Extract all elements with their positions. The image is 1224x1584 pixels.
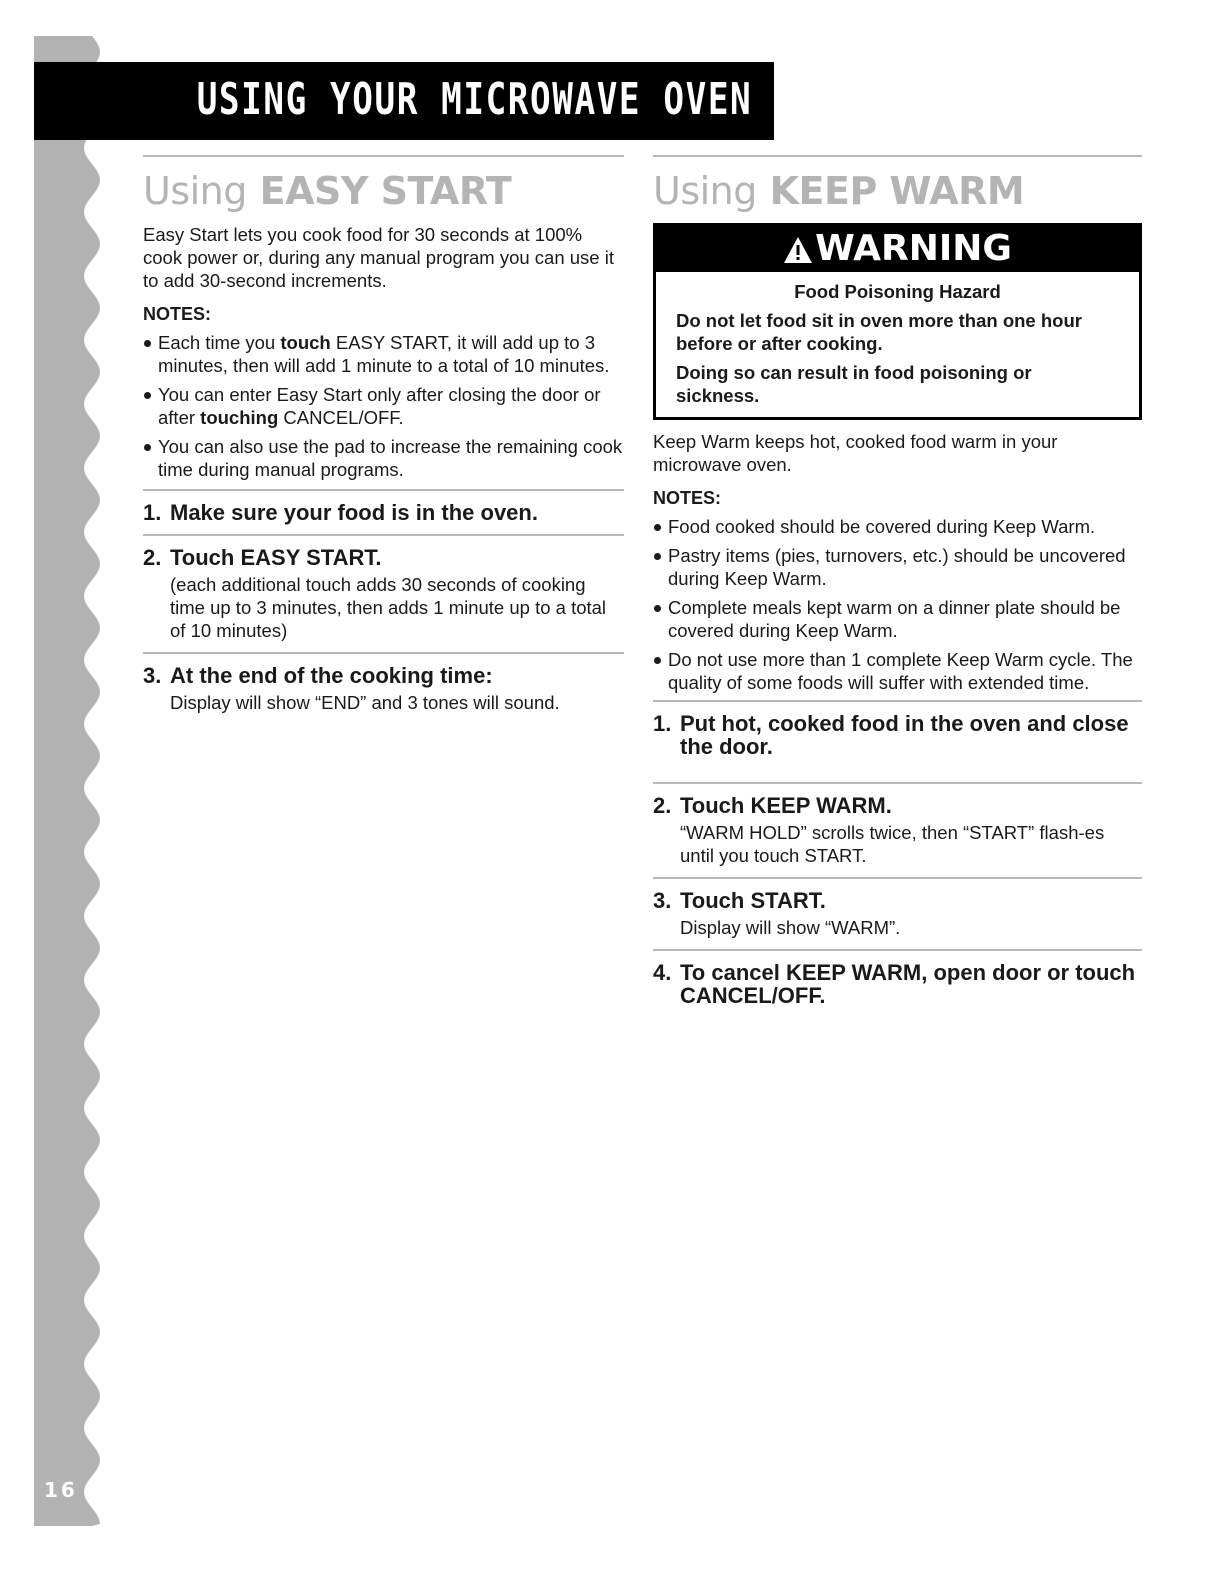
step-heading: Put hot, cooked food in the oven and close the door. — [680, 711, 1129, 759]
keep-warm-section — [653, 155, 1142, 1017]
note-item: Do not use more than 1 complete Keep Warm cycle. The quality of some foods will suffer with extended time. — [653, 648, 1142, 694]
section-title-main: KEEP WARM — [769, 169, 1025, 213]
warning-box — [653, 223, 1142, 420]
step-item — [653, 951, 1142, 1017]
step-number: 2. — [143, 545, 162, 570]
step-item — [143, 491, 624, 534]
step-heading: Touch START. — [680, 888, 826, 913]
step-number: 1. — [143, 500, 162, 525]
step-body: (each additional touch adds 30 seconds of cooking time up to 3 minutes, then adds 1 minute up to a total of 10 minutes) — [170, 574, 607, 641]
step-heading: At the end of the cooking time: — [170, 663, 493, 688]
divider — [143, 155, 624, 157]
notes-heading: NOTES: — [143, 304, 212, 324]
warning-header — [656, 226, 1139, 272]
step-item — [143, 654, 624, 724]
section-title-prefix: Using — [653, 169, 757, 213]
easy-start-section — [143, 155, 624, 724]
warning-label: WARNING — [815, 228, 1012, 269]
step-number: 4. — [653, 960, 672, 985]
step-heading: Touch KEEP WARM. — [680, 793, 892, 818]
notes-list — [653, 515, 1142, 694]
notes-list — [143, 331, 624, 481]
warning-line: Do not let food sit in oven more than one hour before or after cooking. — [676, 310, 1082, 354]
step-heading: Make sure your food is in the oven. — [170, 500, 538, 525]
step-item — [653, 879, 1142, 949]
page-number: 16 — [44, 1478, 78, 1502]
section-title — [653, 169, 1142, 213]
page-header-title: USING YOUR MICROWAVE OVEN — [196, 74, 752, 125]
note-item: Each time you touch EASY START, it will add up to 3 minutes, then will add 1 minute to a total of 10 minutes. — [143, 331, 624, 377]
section-title-prefix: Using — [143, 169, 247, 213]
warning-triangle-icon — [783, 236, 813, 264]
step-heading: To cancel KEEP WARM, open door or touch CANCEL/OFF. — [680, 960, 1136, 1008]
step-item — [143, 536, 624, 652]
note-item: You can also use the pad to increase the remaining cook time during manual programs. — [143, 435, 624, 481]
step-item — [653, 784, 1142, 877]
intro-paragraph: Keep Warm keeps hot, cooked food warm in your microwave oven. — [653, 431, 1058, 475]
note-item: Food cooked should be covered during Keep Warm. — [653, 515, 1142, 538]
side-band — [34, 36, 104, 1526]
section-title-main: EASY START — [259, 169, 512, 213]
section-title — [143, 169, 624, 213]
header-bar — [34, 62, 774, 140]
warning-line: Doing so can result in food poisoning or sickness. — [676, 362, 1032, 406]
warning-body — [656, 272, 1139, 417]
step-number: 1. — [653, 711, 672, 736]
step-body: Display will show “WARM”. — [680, 917, 901, 938]
note-item: You can enter Easy Start only after closing the door or after touching CANCEL/OFF. — [143, 383, 624, 429]
step-body: Display will show “END” and 3 tones will sound. — [170, 692, 560, 713]
step-number: 3. — [653, 888, 672, 913]
step-item — [653, 702, 1142, 782]
intro-paragraph: Easy Start lets you cook food for 30 seconds at 100% cook power or, during any manual program you can use it to add 30-second increments. — [143, 224, 614, 291]
step-number: 2. — [653, 793, 672, 818]
note-item: Complete meals kept warm on a dinner plate should be covered during Keep Warm. — [653, 596, 1142, 642]
notes-heading: NOTES: — [653, 488, 722, 508]
warning-subtitle: Food Poisoning Hazard — [794, 281, 1001, 302]
note-item: Pastry items (pies, turnovers, etc.) should be uncovered during Keep Warm. — [653, 544, 1142, 590]
divider — [653, 155, 1142, 157]
step-body: “WARM HOLD” scrolls twice, then “START” flash-es until you touch START. — [680, 822, 1105, 866]
step-heading: Touch EASY START. — [170, 545, 382, 570]
step-number: 3. — [143, 663, 162, 688]
